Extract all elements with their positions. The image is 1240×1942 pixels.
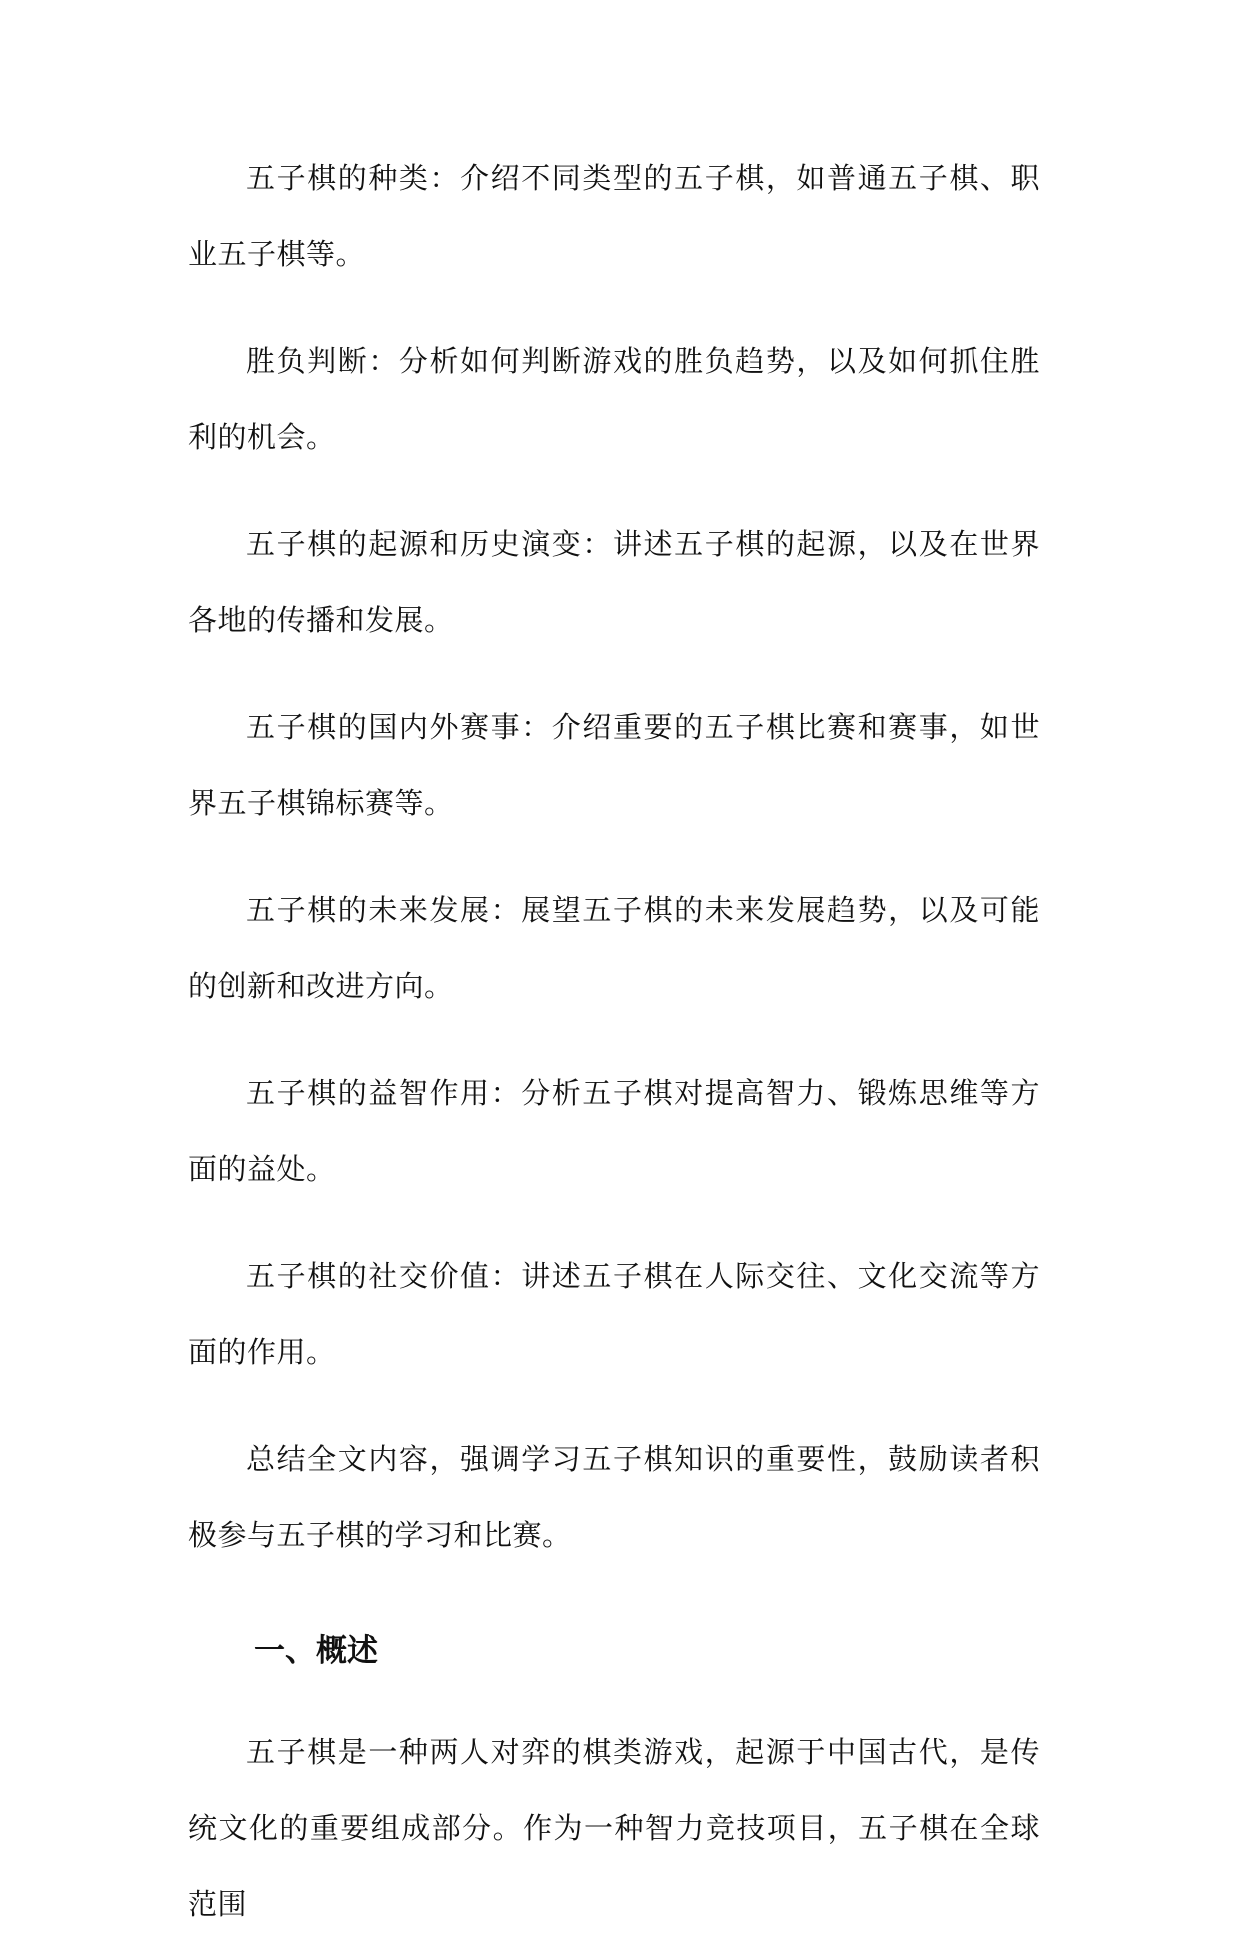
paragraph-social: 五子棋的社交价值：讲述五子棋在人际交往、文化交流等方面的作用。 [188, 1259, 1040, 1369]
section-heading-overview: 一、概述 [254, 1633, 378, 1669]
paragraph-summary: 总结全文内容，强调学习五子棋知识的重要性，鼓励读者积极参与五子棋的学习和比赛。 [188, 1442, 1040, 1552]
paragraph-origin-history: 五子棋的起源和历史演变：讲述五子棋的起源，以及在世界各地的传播和发展。 [188, 527, 1040, 637]
document-page [188, 140, 1040, 1942]
paragraph-types: 五子棋的种类：介绍不同类型的五子棋，如普通五子棋、职业五子棋等。 [188, 161, 1040, 271]
paragraph-judgement: 胜负判断：分析如何判断游戏的胜负趋势，以及如何抓住胜利的机会。 [188, 344, 1040, 454]
paragraph-competitions: 五子棋的国内外赛事：介绍重要的五子棋比赛和赛事，如世界五子棋锦标赛等。 [188, 710, 1040, 820]
paragraph-future: 五子棋的未来发展：展望五子棋的未来发展趋势，以及可能的创新和改进方向。 [188, 893, 1040, 1003]
paragraph-overview: 五子棋是一种两人对弈的棋类游戏，起源于中国古代，是传统文化的重要组成部分。作为一种智力竞技项目，五子棋在全球范围 [188, 1735, 1040, 1921]
paragraph-intellect: 五子棋的益智作用：分析五子棋对提高智力、锻炼思维等方面的益处。 [188, 1076, 1040, 1186]
